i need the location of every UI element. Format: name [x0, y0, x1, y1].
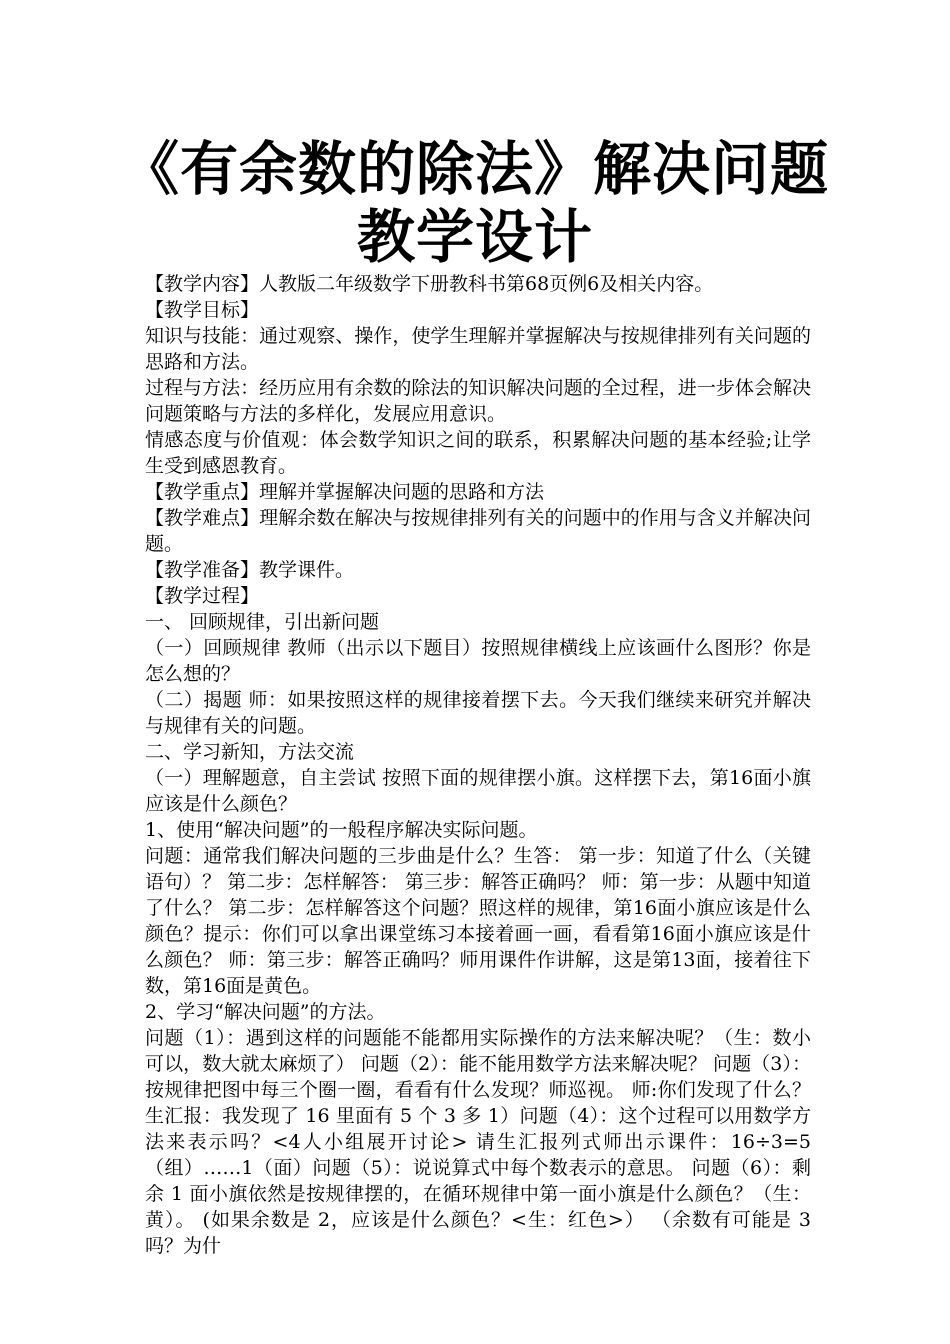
paragraph-teaching-content: 【教学内容】人教版二年级数学下册教科书第68页例6及相关内容。: [145, 273, 714, 295]
paragraph-knowledge-skills: 知识与技能：通过观察、操作，使学生理解并掌握解决与按规律排列有关问题的思路和方法。: [145, 325, 811, 373]
subheading-1: 1、使用“解决问题”的一般程序解决实际问题。: [145, 819, 538, 841]
section-heading-1: 一、 回顾规律，引出新问题: [145, 611, 380, 633]
paragraph-attitude-values: 情感态度与价值观：体会数学知识之间的联系，积累解决问题的基本经验;让学生受到感恩教育。: [145, 429, 811, 477]
paragraph-preparation: 【教学准备】教学课件。: [145, 559, 355, 581]
paragraph-three-steps: 问题：通常我们解决问题的三步曲是什么？生答： 第一步：知道了什么（关键语句）？ 第二步：怎样解答： 第三步：解答正确吗？ 师：第一步：从题中知道了什么？ 第二步：怎样解答这个问题？照这样的规律，第16面小旗应该是什么颜色？提示：你们可以拿出课堂练习本接着画一画，看看第16面小旗应该是什么颜色？ 师：第三步：解答正确吗？师用课件作讲解，这是第13面，接着往下数，第16面是黄色。: [145, 845, 811, 997]
subheading-2: 2、学习“解决问题”的方法。: [145, 1001, 386, 1023]
paragraph-difficulties: 【教学难点】理解余数在解决与按规律排列有关的问题中的作用与含义并解决问题。: [145, 507, 811, 555]
paragraph-questions: 问题（1）：遇到这样的问题能不能都用实际操作的方法来解决呢？（生：数小可以，数大就太麻烦了） 问题（2）：能不能用数学方法来解决呢？ 问题（3）：按规律把图中每三个圈一圈，看看有什么发现？师巡视。 师:你们发现了什么？生汇报：我发现了 16 里面有 5 个 3 多 1）问题（4）：这个过程可以用数学方法来表示吗？<4人小组展开讨论> 请生汇报列式师出示课件：16÷3=5（组）……1（面）问题（5）：说说算式中每个数表示的意思。 问题（6）：剩余 1 面小旗依然是按规律摆的，在循环规律中第一面小旗是什么颜色？（生：黄）。 (如果余数是 2，应该是什么颜色？<生：红色>） （余数有可能是 3 吗？为什: [145, 1027, 811, 1257]
paragraph-review-rules: （一）回顾规律 教师（出示以下题目）按照规律横线上应该画什么图形？你是怎么想的？: [145, 637, 811, 685]
heading-teaching-process: 【教学过程】: [145, 585, 260, 607]
document-body: [145, 271, 811, 1259]
document-title-line-2: 教学设计: [356, 203, 593, 271]
paragraph-reveal-topic: （二）揭题 师：如果按照这样的规律接着摆下去。今天我们继续来研究并解决与规律有关的问题。: [145, 689, 811, 737]
section-heading-2: 二、学习新知，方法交流: [145, 741, 355, 763]
paragraph-process-methods: 过程与方法：经历应用有余数的除法的知识解决问题的全过程，进一步体会解决问题策略与方法的多样化，发展应用意识。: [145, 377, 811, 425]
paragraph-understand-problem: （一）理解题意，自主尝试 按照下面的规律摆小旗。这样摆下去，第16面小旗应该是什么颜色？: [145, 767, 811, 815]
paragraph-key-points: 【教学重点】理解并掌握解决问题的思路和方法: [145, 481, 545, 503]
document-title-line-1: 《有余数的除法》解决问题: [120, 135, 829, 203]
heading-teaching-goals: 【教学目标】: [145, 299, 260, 321]
